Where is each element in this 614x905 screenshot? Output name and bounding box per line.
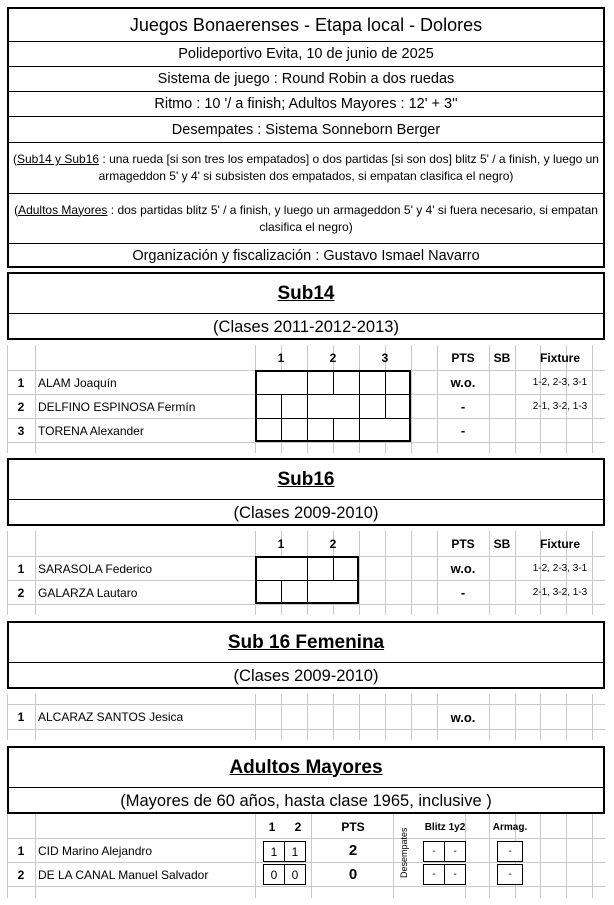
player-number: 1 [17,843,25,858]
section-subtitle: (Clases 2009-2010) [233,503,379,522]
player-number: 1 [17,375,25,390]
section-title: Adultos Mayores [9,748,603,788]
player-points: 2 [348,842,358,859]
column-header: 3 [381,351,389,365]
player-name: ALCARAZ SANTOS Jesica [38,710,184,724]
round-result: 0 [270,867,278,882]
column-header: 1 [277,351,285,365]
blitz-header: Blitz 1y2 [424,821,466,833]
crosstable-sub16 [7,531,605,615]
crosstable-sub16-femenina [7,694,605,740]
armageddon-header: Armag. [492,821,528,833]
result-matrix-border [255,370,411,442]
round-result: 1 [291,844,299,859]
player-number: 3 [17,423,25,438]
section-header-sub14 [7,272,605,340]
tiebreak-vertical-label: Desempates [399,827,409,879]
player-number: 2 [17,399,25,414]
section-title: Sub16 [9,460,603,500]
tiebreak-system: Desempates : Sistema Sonneborn Berger [9,117,603,143]
tiebreak-note-youth: (Sub14 y Sub16 : una rueda [si son tres los empatados] o dos partidas [si son dos] blitz 5' / a finish, y luego un armageddon 5' y 4' si subsisten dos empatados, si empatan clasifica el negro) [9,143,603,194]
player-points: - [460,585,466,600]
round-result: 1 [270,844,278,859]
player-name: ALAM Joaquín [38,375,117,390]
player-points: w.o. [450,561,476,576]
player-points: w.o. [450,375,476,390]
section-title: Sub 16 Femenina [9,623,603,663]
pts-header: PTS [451,351,475,365]
note-category: Adultos Mayores [18,202,108,217]
tiebreak-note-adults: (Adultos Mayores : dos partidas blitz 5' / a finish, y luego un armageddon 5' y 4' si fuera necesario, si empatan clasifica el negro) [9,194,603,244]
section-header-sub16 [7,458,605,526]
armageddon-result: - [508,846,512,857]
player-name: SARASOLA Federico [38,561,153,576]
tournament-title: Juegos Bonaerenses - Etapa local - Dolores [9,9,603,42]
fixture-text: 1-2, 2-3, 3-1 [532,377,588,388]
player-number: 1 [17,710,25,724]
blitz-result: - [453,846,457,857]
section-header-sub16-femenina [7,621,605,689]
player-number: 2 [17,867,25,882]
player-name: DELFINO ESPINOSA Fermín [38,399,196,414]
column-header: 1 [277,537,285,551]
result-matrix [255,556,359,604]
player-number: 1 [17,561,25,576]
note-category: Sub14 y Sub16 [17,152,100,166]
note-text: : dos partidas blitz 5' / a finish, y luego un armageddon 5' y 4' si fuera necesario, si empatan clasifica el negro) [107,202,598,234]
sb-header: SB [493,537,511,551]
round-result: 0 [291,867,299,882]
game-system: Sistema de juego : Round Robin a dos ruedas [9,67,603,92]
blitz-result: - [432,869,436,880]
player-name: TORENA Alexander [38,423,144,438]
player-points: - [460,423,466,438]
tournament-header [7,7,605,268]
crosstable-sub14 [7,345,605,453]
column-header: 1 [268,820,276,834]
section-subtitle: (Clases 2011-2012-2013) [213,317,399,336]
armageddon-result: - [508,869,512,880]
player-points: w.o. [450,709,476,725]
section-title: Sub14 [9,274,603,314]
crosstable-adultos-mayores [7,814,605,898]
player-name: CID Marino Alejandro [38,843,153,858]
organizer: Organización y fiscalización : Gustavo Ismael Navarro [132,248,480,264]
player-number: 2 [17,585,25,600]
player-points: - [460,399,466,414]
player-name: DE LA CANAL Manuel Salvador [38,867,209,882]
column-header: 2 [329,537,337,551]
player-name: GALARZA Lautaro [38,585,138,600]
time-control: Ritmo : 10 '/ a finish; Adultos Mayores : 12' + 3'' [9,92,603,117]
player-points: 0 [348,866,358,883]
section-subtitle: (Mayores de 60 años, hasta clase 1965, inclusive ) [120,791,492,810]
note-text: : una rueda [si son tres los empatados] o dos partidas [si son dos] blitz 5' / a finish, y luego un armageddon 5' y 4' si subsisten dos empatados, si empatan clasifica el negro) [98,152,599,183]
sb-header: SB [493,351,511,365]
fixture-text: 1-2, 2-3, 3-1 [532,563,588,574]
section-header-adultos-mayores [7,746,605,814]
fixture-text: 2-1, 3-2, 1-3 [532,587,588,598]
blitz-result: - [432,846,436,857]
section-subtitle: (Clases 2009-2010) [233,666,379,685]
blitz-result: - [453,869,457,880]
column-header: 2 [329,351,337,365]
venue-date: Polideportivo Evita, 10 de junio de 2025 [9,42,603,67]
pts-header: PTS [341,820,365,834]
fixture-header: Fixture [539,351,580,365]
pts-header: PTS [451,537,475,551]
fixture-header: Fixture [539,537,580,551]
column-header: 2 [294,820,302,834]
fixture-text: 2-1, 3-2, 1-3 [532,401,588,412]
